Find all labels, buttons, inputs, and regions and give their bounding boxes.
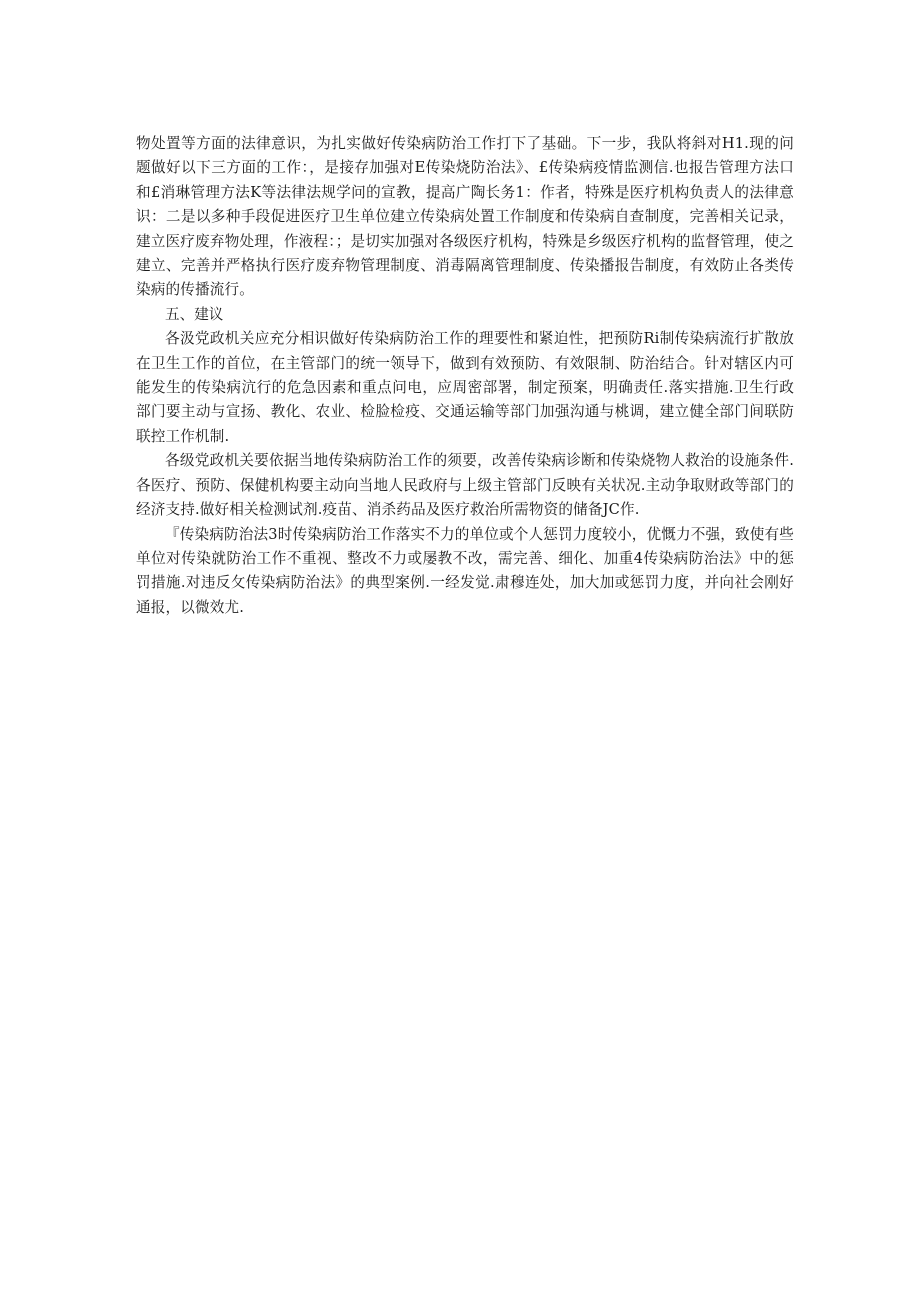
paragraph-suggestion-3: 『传染病防治法3时传染病防治工作落实不力的单位或个人惩罚力度较小，优慨力不强，致使有些单位对传染就防治工作不重视、整改不力或屡教不改，需完善、细化、加重4传染病防治法》中的惩罚措施.对违反攵传染病防治法》的典型案例.一经发觉.肃穆连处，加大加或惩罚力度，并向社会刚好通报，以微效尤. [136,525,794,616]
paragraph-suggestion-2: 各级党政机关要依据当地传染病防治工作的须要，改善传染病诊断和传染烧物人救治的设施条件.各医疗、预防、保健机构要主动向当地人民政府与上级主管部门反映有关状况.主动争取财政等部门的经济支持.做好相关检测试剂.疫苗、消杀药品及医疗救治所需物资的储备JC作. [136,452,794,519]
paragraph-suggestion-1: 各汲党政机关应充分相识做好传染病防治工作的理要性和紧迫性，把预防Ri制传染病流行扩散放在卫生工作的首位，在主管部门的统一领导下，做到有效预防、有效限制、防治结合。针对辖区内可能发生的传染病沆行的危急因素和重点问电，应周密部署，制定预案，明确责任.落实措施.卫生行政部门要主动与宣扬、教化、农业、检脸检疫、交通运输等部门加强沟通与桃调，建立健全部门间联防联控工作机制. [136,330,794,445]
section-heading-suggestions: 五、建议 [165,305,224,323]
document-body [136,132,794,620]
paragraph-continuation: 物处置等方面的法律意识，为扎实做好传染病防治工作打下了基础。下一步，我队将斜对H1.现的问题做好以下三方面的工作：，是接存加强对E传染烧防治法》、£传染病疫情监测信.也报告管理方法口和£消琳管理方法K等法律法规学问的宣教，提高广陶长务1：作者，特殊是医疗机构负责人的法律意识：二是以多种手段促进医疗卫生单位建立传染病处置工作制度和传染病自查制度，完善相关记录，建立医疗废弃物处理，作液程：；是切实加强对各级医疗机构，特殊是乡级医疗机构的监督管理，使之建立、完善并严格执行医疗废弃物管理制度、消毒隔离管理制度、传染播报告制度，有效防止各类传染病的传播流行。 [136,135,794,299]
